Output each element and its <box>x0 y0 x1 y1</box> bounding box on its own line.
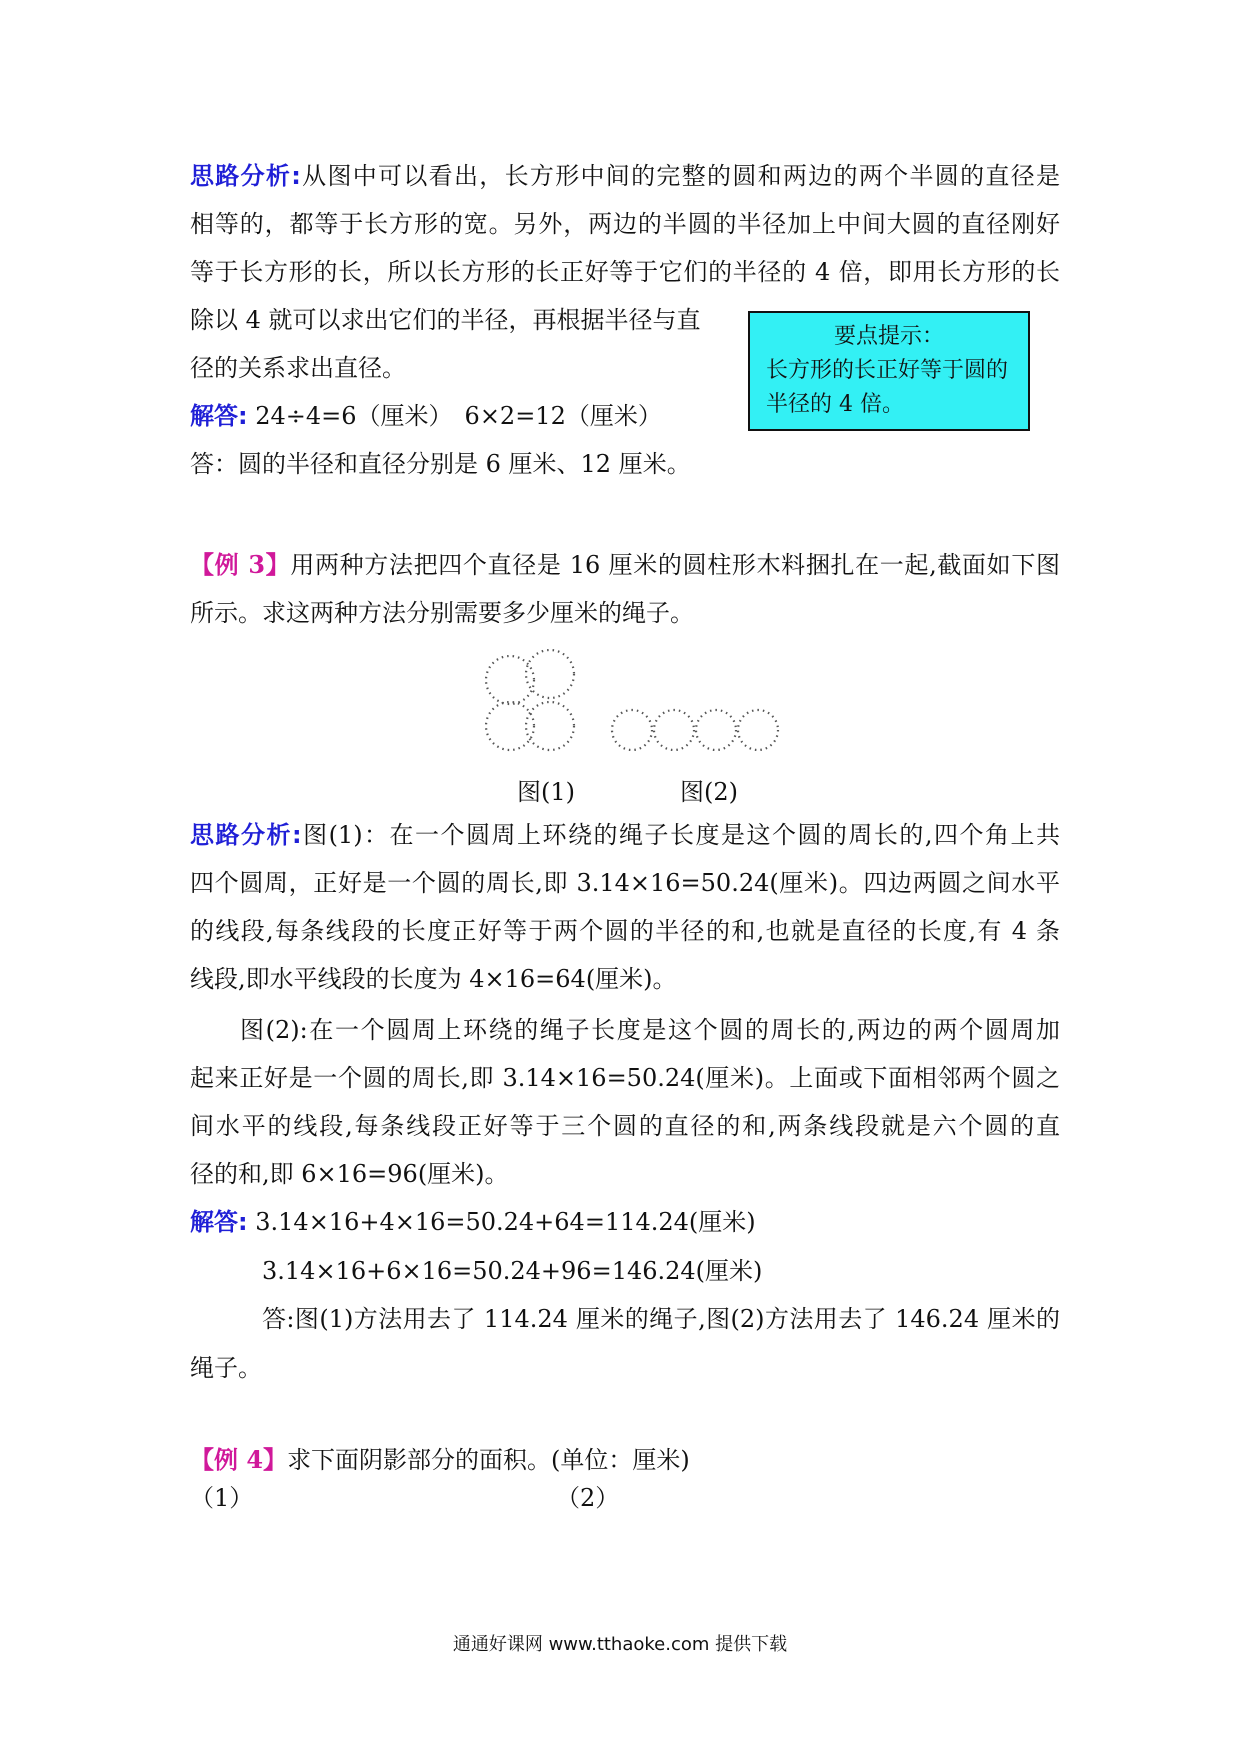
figure-1-circles <box>486 650 574 750</box>
fig1-circle-top-left <box>486 656 534 704</box>
ex3-solution-line-2: 3.14×16+6×16=50.24+96=146.24(厘米) <box>262 1257 763 1285</box>
analysis-line-1 <box>190 161 1060 191</box>
ex3-analysis2-line-2: 起来正好是一个圆的周长,即 3.14×16=50.24(厘米)。上面或下面相邻两个圆之 <box>190 1064 1060 1092</box>
analysis-line-5: 径的关系求出直径。 <box>190 354 406 382</box>
solution-text: 24÷4=6（厘米） 6×2=12（厘米） <box>255 402 662 430</box>
ex3-solution-label: 解答: <box>190 1208 248 1236</box>
example3-question-text: 用两种方法把四个直径是 16 厘米的圆柱形木料捆扎在一起,截面如下图 <box>290 551 1060 579</box>
ex3-analysis-line-2: 四个圆周，正好是一个圆的周长,即 3.14×16=50.24(厘米)。四边两圆之间水平 <box>190 869 1060 897</box>
example3-question-line-2: 所示。求这两种方法分别需要多少厘米的绳子。 <box>190 599 694 627</box>
example4-part-2: （2） <box>556 1484 620 1512</box>
ex3-answer-line-2: 绳子。 <box>190 1354 262 1382</box>
fig2-circle-2 <box>654 710 694 750</box>
answer-line: 答：圆的半径和直径分别是 6 厘米、12 厘米。 <box>190 450 691 478</box>
ex3-analysis-label: 思路分析: <box>190 821 302 849</box>
key-point-line-2: 半径的 4 倍。 <box>766 392 904 417</box>
analysis-line-2: 相等的，都等于长方形的宽。另外，两边的半圆的半径加上中间大圆的直径刚好 <box>190 210 1060 238</box>
figure-2-circles <box>612 710 778 750</box>
ex3-analysis-line-1 <box>190 820 1060 850</box>
binding-figures <box>480 648 810 758</box>
ex3-analysis-line-4: 线段,即水平线段的长度为 4×16=64(厘米)。 <box>190 965 677 993</box>
ex3-analysis-text: 图(1)：在一个圆周上环绕的绳子长度是这个圆的周长的,四个角上共 <box>301 821 1060 849</box>
ex3-solution-line-1 <box>190 1207 1060 1237</box>
example4-tag: 【例 4】 <box>190 1445 288 1474</box>
ex3-solution-text-1: 3.14×16+4×16=50.24+64=114.24(厘米) <box>255 1208 756 1236</box>
ex3-analysis-line-3: 的线段,每条线段的长度正好等于两个圆的半径的和,也就是直径的长度,有 4 条 <box>190 917 1060 945</box>
key-point-box <box>748 311 1030 431</box>
figure-1-caption: 图(1) <box>517 778 575 806</box>
page-footer: 通通好课网 www.tthaoke.com 提供下载 <box>452 1634 788 1655</box>
fig1-circle-bottom-left <box>486 702 534 750</box>
fig2-circle-1 <box>612 710 652 750</box>
ex3-analysis2-line-1: 图(2):在一个圆周上环绕的绳子长度是这个圆的周长的,两边的两个圆周加 <box>240 1016 1060 1044</box>
example4-question <box>190 1445 1060 1475</box>
analysis-text: 从图中可以看出，长方形中间的完整的圆和两边的两个半圆的直径是 <box>300 162 1060 190</box>
key-point-line-1: 长方形的长正好等于圆的 <box>766 358 1009 383</box>
figure-2-caption: 图(2) <box>680 778 738 806</box>
ex3-answer-line-1: 答:图(1)方法用去了 114.24 厘米的绳子,图(2)方法用去了 146.24 厘米的 <box>262 1305 1060 1333</box>
example3-tag: 【例 3】 <box>190 550 291 579</box>
example4-part-1: （1） <box>190 1484 254 1512</box>
analysis-label: 思路分析: <box>190 162 301 190</box>
key-point-title: 要点提示： <box>833 324 944 349</box>
fig2-circle-3 <box>696 710 736 750</box>
solution-label: 解答: <box>190 402 248 430</box>
ex3-analysis2-line-4: 径的和,即 6×16=96(厘米)。 <box>190 1160 509 1188</box>
example3-question-line-1 <box>190 550 1060 580</box>
analysis-line-3: 等于长方形的长，所以长方形的长正好等于它们的半径的 4 倍，即用长方形的长 <box>190 258 1060 286</box>
ex3-analysis2-line-3: 间水平的线段,每条线段正好等于三个圆的直径的和,两条线段就是六个圆的直 <box>190 1112 1060 1140</box>
fig2-circle-4 <box>738 710 778 750</box>
analysis-line-4: 除以 4 就可以求出它们的半径，再根据半径与直 <box>190 306 701 334</box>
example4-question-text: 求下面阴影部分的面积。(单位：厘米) <box>287 1446 690 1474</box>
